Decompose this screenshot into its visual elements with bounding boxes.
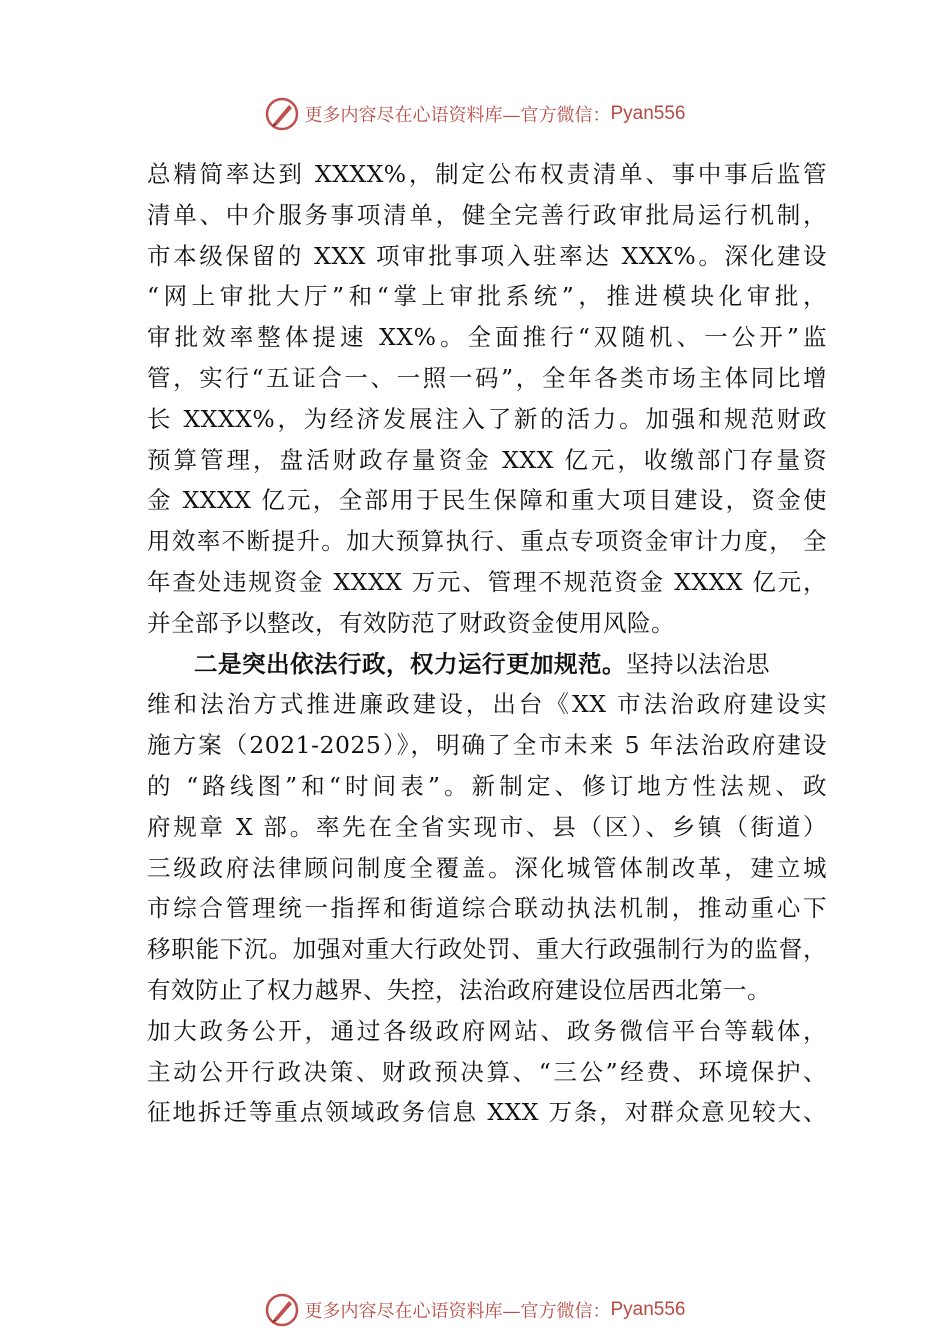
pen-logo-icon <box>264 1292 300 1328</box>
text-line: 清单、中介服务事项清单，健全完善行政审批局运行机制， <box>147 200 827 229</box>
text-line: 加大政务公开，通过各级政府网站、政务微信平台等载体， <box>147 1016 827 1045</box>
text-line: 用效率不断提升。加大预算执行、重点专项资金审计力度， 全 <box>147 527 827 556</box>
text-line: 有效防止了权力越界、失控，法治政府建设位居西北第一。 <box>147 975 771 1004</box>
paragraph-heading: 二是突出依法行政，权力运行更加规范。 <box>194 649 626 678</box>
text-line: 审批效率整体提速 XX%。全面推行“双随机、一公开”监 <box>147 323 827 352</box>
text-line: 市本级保留的 XXX 项审批事项入驻率达 XXX%。深化建设 <box>147 241 827 270</box>
text-line: 市综合管理统一指挥和街道综合联动执法机制，推动重心下 <box>147 894 827 923</box>
text-line: 维和法治方式推进廉政建设，出台《XX 市法治政府建设实 <box>147 690 827 719</box>
text-line: 施方案（2021-2025）》，明确了全市未来 5 年法治政府建设 <box>147 731 827 760</box>
text-line: 主动公开行政决策、财政预决算、“三公”经费、环境保护、 <box>147 1057 827 1086</box>
text-line: 年查处违规资金 XXXX 万元、管理不规范资金 XXXX 亿元， <box>147 567 827 596</box>
watermark-banner-top <box>0 92 950 136</box>
watermark-banner-bottom <box>0 1288 950 1332</box>
paragraph-1 <box>147 154 827 644</box>
pen-logo-icon <box>264 96 300 132</box>
text-line: 长 XXXX%，为经济发展注入了新的活力。加强和规范财政 <box>147 404 827 433</box>
text-line: 管，实行“五证合一、一照一码”，全年各类市场主体同比增 <box>147 363 827 392</box>
text-line-first <box>147 644 827 685</box>
text-line: 征地拆迁等重点领域政务信息 XXX 万条，对群众意见较大、 <box>147 1098 827 1127</box>
text-line: “网上审批大厅”和“掌上审批系统”，推进模块化审批， <box>147 282 827 311</box>
watermark-wechat-id: Pyan556 <box>610 103 686 124</box>
text-line: 三级政府法律顾问制度全覆盖。深化城管体制改革，建立城 <box>147 853 827 882</box>
text-line: 移职能下沉。加强对重大行政处罚、重大行政强制行为的监督， <box>147 935 827 964</box>
watermark-wechat-id: Pyan556 <box>610 1299 686 1320</box>
text-line: 府规章 X 部。率先在全省实现市、县（区）、乡镇（街道） <box>147 812 827 841</box>
text-line: 的 “路线图”和“时间表”。新制定、修订地方性法规、政 <box>147 771 827 800</box>
watermark-text: 更多内容尽在心语资料库—官方微信： <box>304 1301 611 1322</box>
text-line: 金 XXXX 亿元，全部用于民生保障和重大项目建设，资金使 <box>147 486 827 515</box>
text-line: 并全部予以整改，有效防范了财政资金使用风险。 <box>147 608 675 637</box>
heading-line-rest: 坚持以法治思 <box>626 649 770 678</box>
document-body <box>147 154 827 1133</box>
text-line: 总精简率达到 XXXX%，制定公布权责清单、事中事后监管 <box>147 160 827 188</box>
paragraph-2 <box>147 644 827 1134</box>
watermark-text: 更多内容尽在心语资料库—官方微信： <box>304 105 611 126</box>
text-line: 预算管理，盘活财政存量资金 XXX 亿元，收缴部门存量资 <box>147 445 827 474</box>
